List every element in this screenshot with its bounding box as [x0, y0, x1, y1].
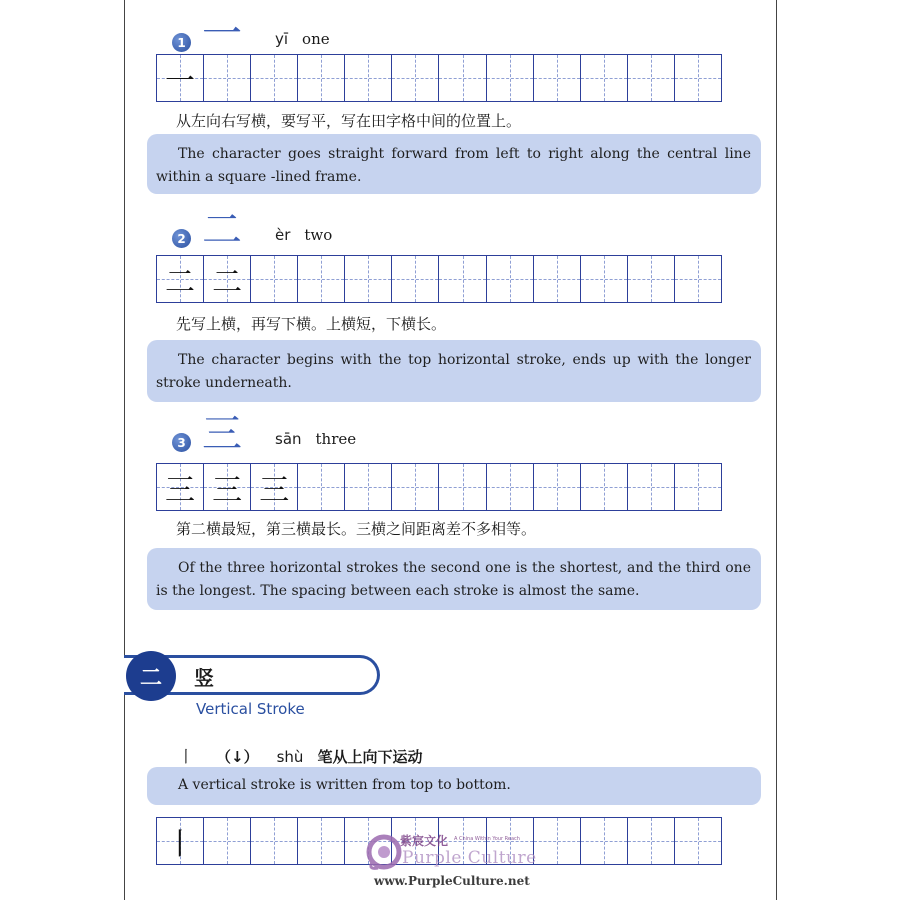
grid-cell [487, 55, 534, 101]
lesson-english: two [304, 226, 333, 244]
grid-cell [392, 256, 439, 302]
grid-cell: 丨 [157, 818, 204, 864]
grid-cell [439, 55, 486, 101]
english-note-stroke: A vertical stroke is written from top to bottom. [147, 767, 761, 805]
stroke-definition [178, 744, 422, 767]
grid-cell [298, 55, 345, 101]
lesson-number-badge: 2 [172, 229, 191, 248]
grid-cell [439, 464, 486, 510]
english-note-3: Of the three horizontal strokes the second one is the shortest, and the third one is the longest. The spacing between each stroke is almost the same. [147, 548, 761, 610]
grid-cell [675, 55, 721, 101]
lesson-character: 三 [202, 411, 242, 457]
grid-cell [487, 256, 534, 302]
chinese-instruction-1: 从左向右写横，要写平，写在田字格中间的位置上。 [176, 112, 522, 130]
practice-grid-3 [156, 463, 722, 511]
grid-cell [251, 256, 298, 302]
lesson-pinyin: sān [275, 430, 302, 448]
grid-cell [628, 818, 675, 864]
grid-cell: 三 [157, 464, 204, 510]
stroke-pinyin: shù [276, 748, 304, 766]
grid-cell [345, 464, 392, 510]
grid-cell: 三 [251, 464, 298, 510]
section-title-chinese: 竖 [194, 666, 214, 690]
watermark-url[interactable]: www.PurpleCulture.net [374, 874, 530, 888]
grid-cell [628, 55, 675, 101]
grid-cell [675, 818, 721, 864]
lesson-english: three [315, 430, 357, 448]
grid-cell [581, 818, 628, 864]
grid-cell: 一 [157, 55, 204, 101]
lesson-character: 二 [202, 207, 242, 253]
english-note-2: The character begins with the top horizontal stroke, ends up with the longer stroke underneath. [147, 340, 761, 402]
chinese-instruction-3: 第二横最短，第三横最长。三横之间距离差不多相等。 [176, 520, 537, 538]
section-number-badge: 二 [126, 651, 176, 701]
grid-cell [534, 464, 581, 510]
lesson-character: 一 [202, 11, 242, 57]
watermark-name: Purple Culture [402, 848, 537, 868]
page-edge-right [776, 0, 777, 900]
practice-grid-1 [156, 54, 722, 102]
grid-cell: 二 [157, 256, 204, 302]
lesson-pinyin: yī [275, 30, 289, 48]
grid-cell: 三 [204, 464, 251, 510]
grid-cell [204, 818, 251, 864]
lesson-number-badge: 3 [172, 433, 191, 452]
stroke-direction: （↓） [216, 748, 259, 766]
chinese-instruction-2: 先写上横，再写下横。上横短，下横长。 [176, 315, 447, 333]
lesson-number-badge: 1 [172, 33, 191, 52]
stroke-glyph: 丨 [178, 747, 195, 766]
english-note-1: The character goes straight forward from left to right along the central line within a square -lined frame. [147, 134, 761, 194]
section-title-english: Vertical Stroke [196, 700, 305, 718]
grid-cell [251, 55, 298, 101]
grid-cell [675, 256, 721, 302]
grid-cell [581, 256, 628, 302]
grid-cell [581, 55, 628, 101]
practice-grid-2 [156, 255, 722, 303]
grid-cell [251, 818, 298, 864]
grid-cell [675, 464, 721, 510]
grid-cell: 二 [204, 256, 251, 302]
stroke-description-chinese: 笔从上向下运动 [317, 748, 423, 766]
lesson-english: one [302, 30, 330, 48]
grid-cell [345, 256, 392, 302]
lesson-1-header [172, 11, 330, 57]
grid-cell [204, 55, 251, 101]
grid-cell [298, 256, 345, 302]
grid-cell [439, 256, 486, 302]
grid-cell [298, 464, 345, 510]
lesson-2-header [172, 207, 333, 253]
grid-cell [628, 256, 675, 302]
lesson-pinyin: èr [275, 226, 291, 244]
grid-cell [534, 55, 581, 101]
grid-cell [392, 55, 439, 101]
grid-cell [298, 818, 345, 864]
watermark-tagline: A China Within Your Reach [454, 836, 520, 842]
page-edge-left [124, 0, 125, 900]
grid-cell [581, 464, 628, 510]
grid-cell [392, 464, 439, 510]
grid-cell [534, 256, 581, 302]
grid-cell [628, 464, 675, 510]
grid-cell [487, 464, 534, 510]
lesson-3-header [172, 411, 357, 457]
purple-culture-logo-icon [364, 832, 404, 872]
watermark [360, 828, 560, 894]
watermark-chinese: 紫宸文化 [400, 834, 449, 848]
grid-cell [345, 55, 392, 101]
